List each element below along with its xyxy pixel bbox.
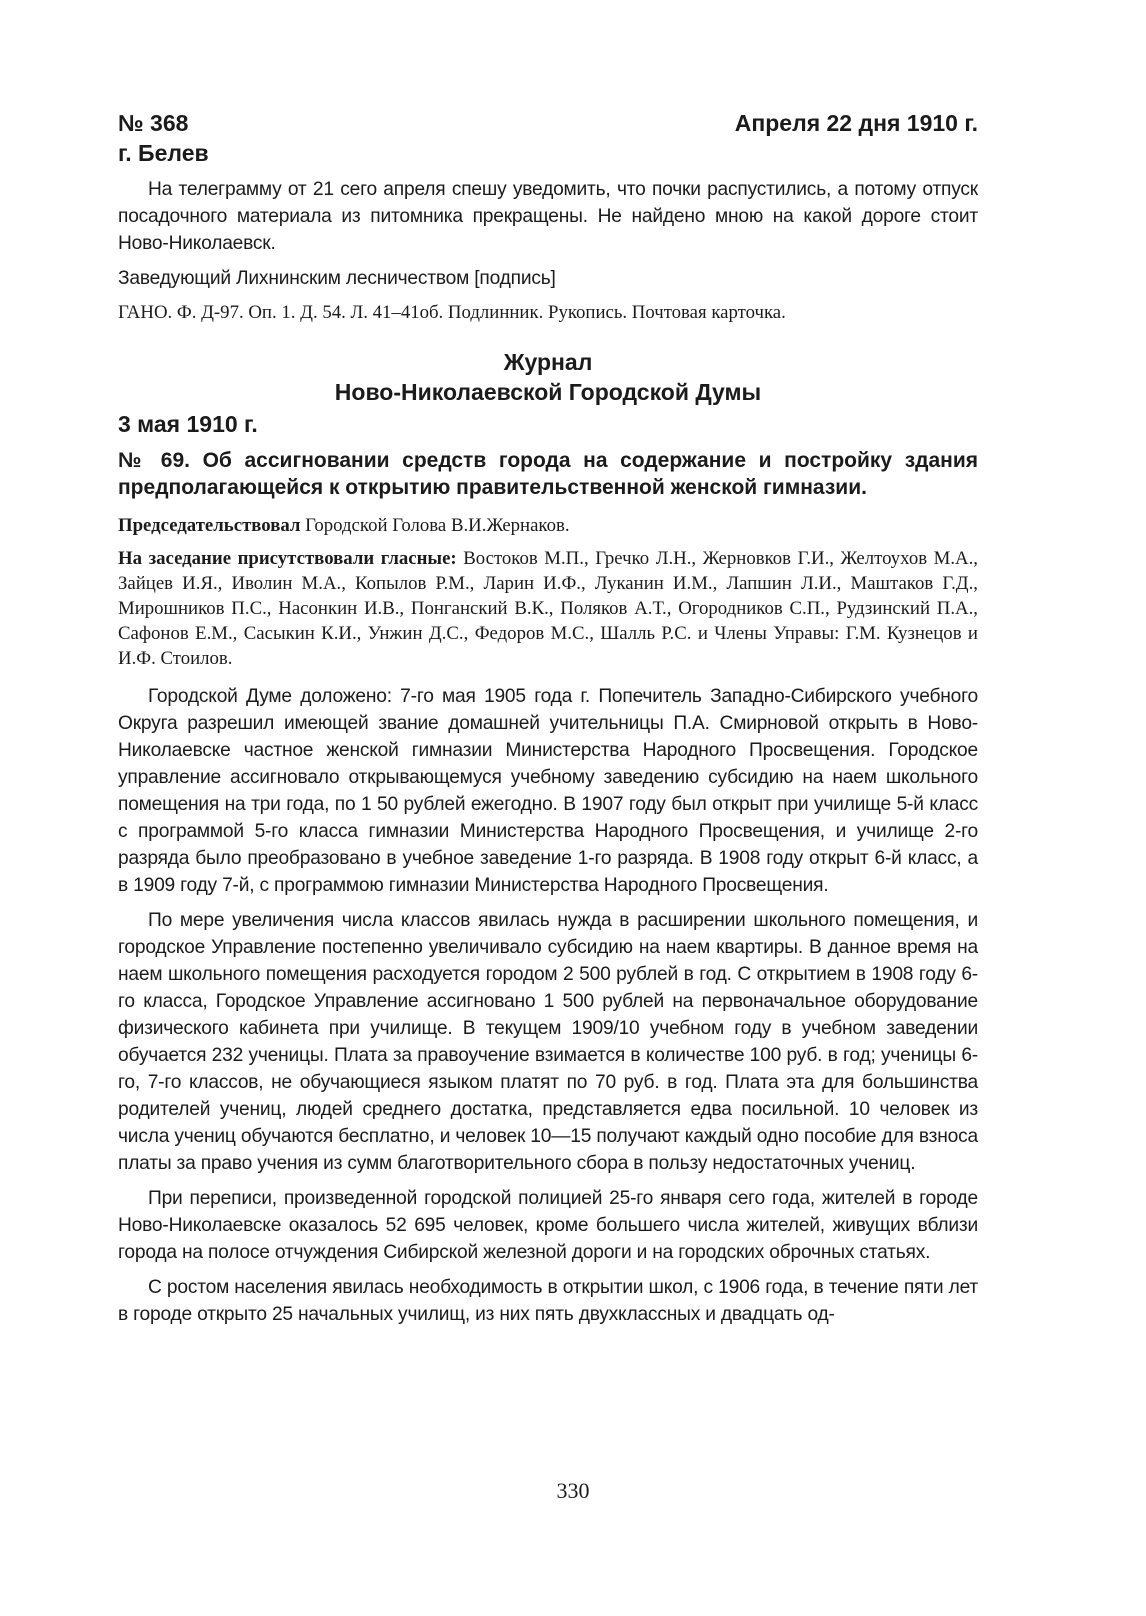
body-paragraph-1: Городской Думе доложено: 7-го мая 1905 года г. Попечитель Западно-Сибирского учебного Округа разрешил имеющей звание домашней учительницы П.А. Смирновой открыть в Ново-Николаевске частное женской гимназии Министерства Народного Просвещения. Городское управление ассигновало открывающемуся учебному заведению субсидию на наем школьного помещения на три года, по 1 50 рублей ежегодно. В 1907 году был открыт при училище 5-й класс с программой 5-го класса гимназии Министерства Народного Просвещения, и училище 2-го разряда было преобразовано в учебное заведение 1-го разряда. В 1908 году открыт 6-й класс, а в 1909 году 7-й, с программою гимназии Министерства Народного Просвещения.: [118, 686, 978, 896]
page-number: 330: [556, 1478, 590, 1503]
doc-368-header: [118, 108, 978, 138]
journal-title-line2: Ново-Николаевской Городской Думы: [334, 379, 762, 405]
attendees-text: Востоков М.П., Гречко Л.Н., Жерновков Г.И., Желтоухов М.А., Зайцев И.Я., Иволин М.А., Копылов Р.М., Ларин И.Ф., Луканин И.М., Лапшин Л.И., Маштаков Г.Д., Мирошников П.С., Насонкин И.В., Понганский В.К., Поляков А.Т., Огородников С.П., Рудзинский П.А., Сафонов Е.М., Сасыкин К.И., Унжин Д.С., Федоров М.С., Шалль Р.С. и Члены Управы: Г.М. Кузнецов и И.Ф. Стоилов.: [118, 548, 978, 669]
chair-label: Председательствовал: [118, 515, 301, 536]
body-paragraph-4: С ростом населения явилась необходимость в открытии школ, с 1906 года, в течение пяти лет в городе открыто 25 начальных училищ, из них пять двухклассных и двадцать од-: [118, 1277, 978, 1325]
page-content: [118, 108, 978, 1328]
body-paragraph-3: При переписи, произведенной городской полицией 25-го января сего года, жителей в городе Ново-Николаевске оказалось 52 695 человек, кроме большего числа жителей, живущих вблизи города на полосе отчуждения Сибирской железной дороги и на городских оброчных статьях.: [118, 1188, 978, 1263]
chair-paragraph: [118, 513, 978, 538]
attendees-paragraph: [118, 546, 978, 671]
chair-text: Городской Голова В.И.Жернаков.: [300, 515, 570, 536]
journal-item-title: № 69. Об ассигновании средств города на содержание и постройку здания предполагающейся к открытию правительственной женской гимназии.: [118, 449, 978, 499]
journal-date: 3 мая 1910 г.: [118, 411, 258, 437]
attendees-label: На заседание присутствовали гласные:: [118, 548, 457, 569]
doc-number: № 368: [118, 110, 189, 136]
journal-title-line1: Журнал: [503, 349, 593, 375]
doc-place: г. Белев: [118, 140, 209, 166]
body-paragraph-2: По мере увеличения числа классов явилась нужда в расширении школьного помещения, и городское Управление постепенно увеличивало субсидию на наем квартиры. В данное время на наем школьного помещения расходуется городом 2 500 рублей в год. С открытием в 1908 году 6-го класса, Городское Управление ассигновано 1 500 рублей на первоначальное оборудование физического кабинета при училище. В текущем 1909/10 учебном году в учебном заведении обучается 232 ученицы. Плата за правоучение взимается в количестве 100 руб. в год; ученицы 6-го, 7-го классов, не обучающиеся языком платят по 70 руб. в год. Плата эта для большинства родителей учениц, людей среднего достатка, представляется едва посильной. 10 человек из числа учениц обучаются бесплатно, и человек 10—15 получают каждый одно пособие для взноса платы за право учения из сумм благотворительного сбора в пользу недостаточных учениц.: [118, 910, 978, 1174]
doc-date: Апреля 22 дня 1910 г.: [734, 110, 978, 136]
doc-368-text: На телеграмму от 21 сего апреля спешу уведомить, что почки распустились, а потому отпуск посадочного материала из питомника прекращены. Не найдено мною на какой дороге стоит Ново-Николаевск.: [118, 179, 978, 254]
doc-368-source: ГАНО. Ф. Д-97. Оп. 1. Д. 54. Л. 41–41об. Подлинник. Рукопись. Почтовая карточка.: [118, 302, 786, 323]
doc-368-signature: Заведующий Лихнинским лесничеством [подпись]: [118, 268, 556, 289]
